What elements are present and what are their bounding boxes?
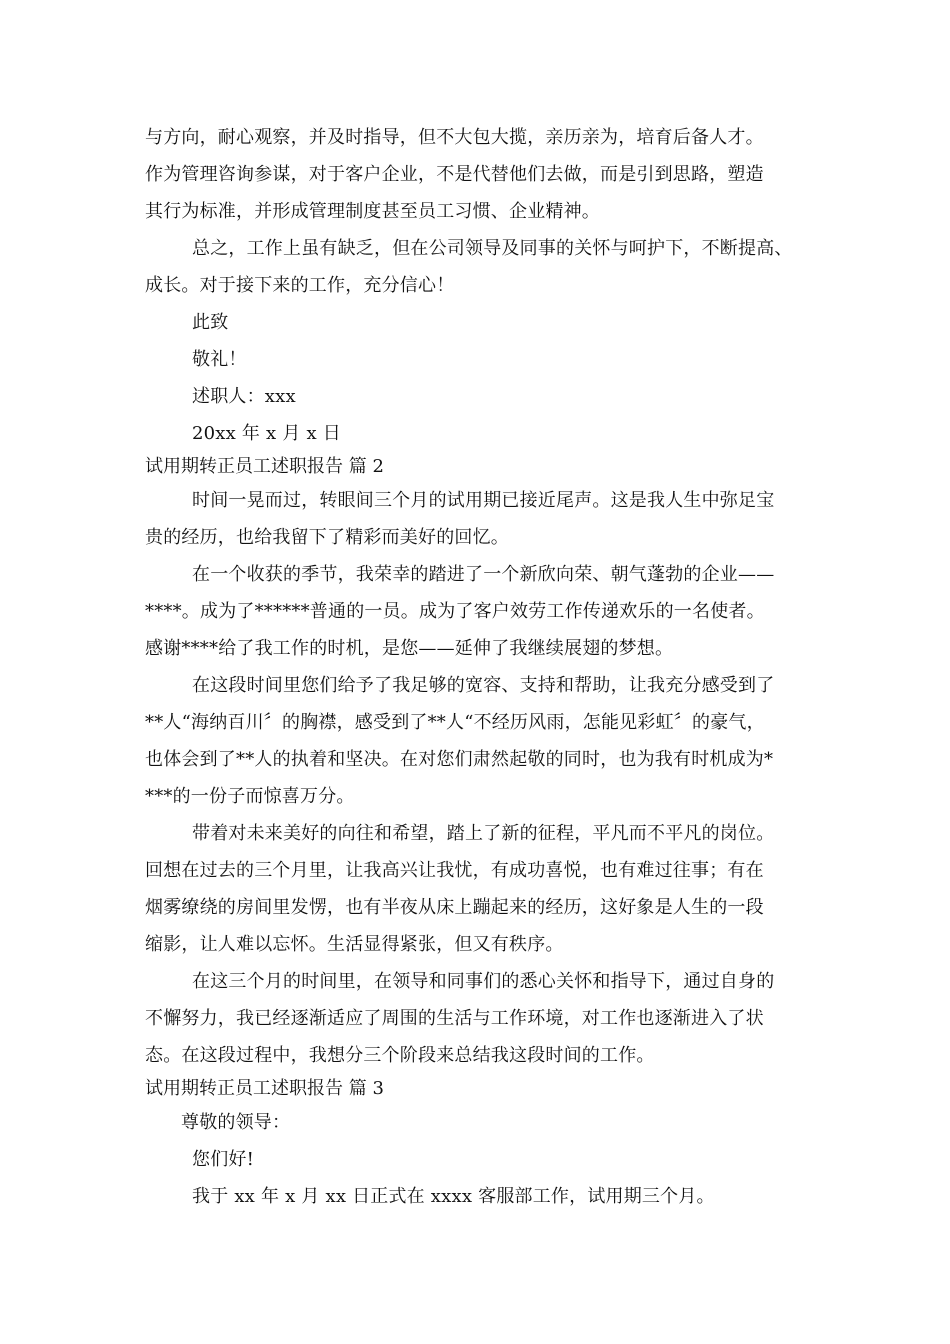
paragraph-line: 不懈努力，我已经逐渐适应了周围的生活与工作环境，对工作也逐渐进入了状	[145, 1008, 764, 1029]
paragraph-line: 态。在这段过程中，我想分三个阶段来总结我这段时间的工作。	[145, 1045, 655, 1066]
paragraph-line: 在一个收获的季节，我荣幸的踏进了一个新欣向荣、朝气蓬勃的企业——	[192, 564, 775, 585]
paragraph-line: 作为管理咨询参谋，对于客户企业，不是代替他们去做，而是引到思路，塑造	[145, 164, 764, 185]
paragraph-line: 缩影，让人难以忘怀。生活显得紧张，但又有秩序。	[145, 934, 564, 955]
paragraph-line: 也体会到了**人的执着和坚决。在对您们肃然起敬的同时，也为我有时机成为*	[145, 749, 774, 770]
date-line: 20xx 年 x 月 x 日	[192, 423, 341, 444]
paragraph-line: ***的一份子而惊喜万分。	[145, 786, 355, 807]
paragraph-line: 与方向，耐心观察，并及时指导，但不大包大揽，亲历亲为，培育后备人才。	[145, 127, 764, 148]
paragraph-line: 烟雾缭绕的房间里发愣，也有半夜从床上蹦起来的经历，这好象是人生的一段	[145, 897, 764, 918]
paragraph-line: 在这段时间里您们给予了我足够的宽容、支持和帮助，让我充分感受到了	[192, 675, 775, 696]
greeting: 您们好!	[192, 1149, 255, 1170]
closing-line: 敬礼！	[192, 349, 247, 370]
document-page	[145, 119, 825, 1215]
paragraph-line: 回想在过去的三个月里，让我高兴让我忧，有成功喜悦，也有难过往事；有在	[145, 860, 764, 881]
paragraph-line: 在这三个月的时间里，在领导和同事们的悉心关怀和指导下，通过自身的	[192, 971, 775, 992]
section2-heading: 试用期转正员工述职报告 篇 2	[145, 456, 384, 477]
paragraph-line: 贵的经历，也给我留下了精彩而美好的回忆。	[145, 527, 509, 548]
paragraph-line: ****。成为了******普通的一员。成为了客户效劳工作传递欢乐的一名使者。	[145, 601, 765, 622]
summary-line: 总之，工作上虽有缺乏，但在公司领导及同事的关怀与呵护下，不断提高、	[192, 238, 793, 259]
paragraph-line: 时间一晃而过，转眼间三个月的试用期已接近尾声。这是我人生中弥足宝	[192, 490, 775, 511]
signature-line: 述职人：xxx	[192, 386, 296, 407]
paragraph-line: 我于 xx 年 x 月 xx 日正式在 xxxx 客服部工作，试用期三个月。	[192, 1186, 715, 1207]
paragraph-line: 感谢****给了我工作的时机，是您——延伸了我继续展翅的梦想。	[145, 638, 674, 659]
section2-body	[145, 482, 825, 1074]
summary-line: 成长。对于接下来的工作，充分信心！	[145, 275, 455, 296]
paragraph-line: 带着对未来美好的向往和希望，踏上了新的征程，平凡而不平凡的岗位。	[192, 823, 775, 844]
closing-line: 此致	[192, 312, 229, 333]
paragraph-line: 其行为标准，并形成管理制度甚至员工习惯、企业精神。	[145, 201, 600, 222]
section3-body	[145, 1104, 825, 1215]
paragraph-line: **人“海纳百川〞的胸襟，感受到了**人“不经历风雨，怎能见彩虹〞的豪气，	[145, 712, 765, 733]
salutation: 尊敬的领导：	[181, 1112, 291, 1133]
section3-heading: 试用期转正员工述职报告 篇 3	[145, 1078, 384, 1099]
section1-body	[145, 119, 825, 452]
